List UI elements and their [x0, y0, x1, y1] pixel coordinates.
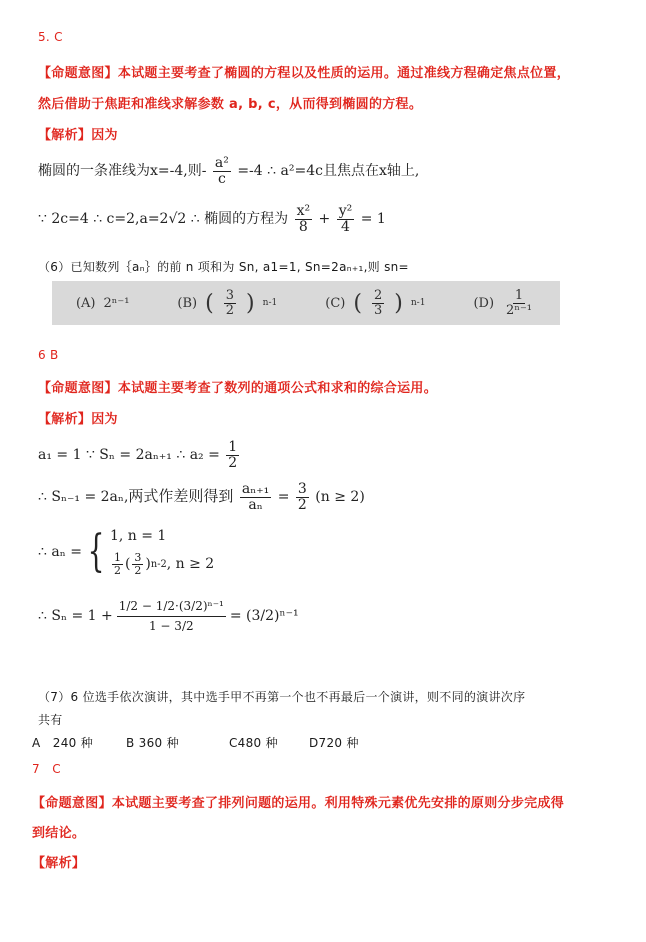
q6-l3-case2-base [132, 552, 143, 576]
q6-l4-rhs: = (3/2)ⁿ⁻¹ [229, 608, 299, 625]
q6-choice-c-lparen: ( [353, 290, 362, 316]
q6-l1-den: 2 [228, 454, 238, 471]
q5-l2-plus: + [318, 211, 331, 228]
q5-intent-line1 [38, 62, 570, 81]
q5-intent-text1: 本试题主要考查了椭圆的方程以及性质的运用。通过准线方程确定焦点位置， [117, 66, 571, 81]
q5-l2-b: ∴ 椭圆的方程为 [190, 211, 289, 228]
q6-l3-case2 [110, 552, 214, 576]
q6-l4-lhs: ∴ Sₙ = 1 + [38, 608, 113, 625]
q6-l2-num2: 3 [297, 481, 307, 497]
q7-intent-tag: 【命题意图】 [32, 796, 112, 811]
q6-l3-case2-base-den: 2 [134, 563, 142, 577]
q5-l1-frac-den: c [217, 170, 226, 187]
q6-choice-d-label: (D) [473, 295, 495, 311]
q6-question: （6）已知数列｛aₙ｝的前 n 项和为 Sn, a1=1, Sn=2aₙ₊₁,则 sn= [38, 260, 409, 274]
q5-l2-frac1-den: 8 [298, 218, 308, 235]
q6-solution-line4 [38, 600, 299, 632]
q6-l3-case2-base-num: 3 [134, 551, 142, 564]
q6-l3-case2-coef-num: 1 [113, 551, 121, 564]
q5-solution-line1 [38, 156, 419, 186]
q6-analysis [38, 408, 118, 427]
q6-l2-cond: (n ≥ 2) [315, 489, 365, 506]
q6-l1-a: a₁ = 1 ∵ Sₙ = 2aₙ₊₁ ∴ a₂ = [38, 447, 220, 464]
q6-choice-a-label: (A) [75, 295, 96, 311]
q6-l3-lhs: ∴ aₙ = [38, 544, 82, 561]
q6-choice-b-exp: n-1 [262, 298, 278, 308]
q6-analysis-tag: 【解析】 [38, 412, 92, 427]
q5-intent-line2: 然后借助于焦距和准线求解参数 a, b, c，从而得到椭圆的方程。 [38, 97, 423, 112]
q6-answer: 6 B [38, 348, 59, 362]
q7-answer: 7 C [32, 762, 61, 776]
q6-choice-c [325, 289, 425, 317]
q7-question-line1: （7）6 位选手依次演讲，其中选手甲不再第一个也不再最后一个演讲，则不同的演讲次序 [38, 690, 526, 704]
q6-l3-case2-rparen: ) [145, 556, 151, 573]
q6-choice-c-num: 2 [373, 287, 383, 303]
q6-l2-eq: = [277, 489, 290, 506]
q6-intent-tag: 【命题意图】 [38, 381, 118, 396]
q6-l3-case2-exp: n-2 [150, 558, 167, 570]
q6-choice-d-frac [504, 289, 534, 317]
q6-choice-b-label: (B) [177, 295, 198, 311]
q6-choice-d-num: 1 [514, 287, 524, 303]
q6-l3-case2-lparen: ( [124, 556, 131, 573]
q6-choice-a-text: 2ⁿ⁻¹ [103, 295, 130, 311]
q6-l2-a: ∴ Sₙ₋₁ = 2aₙ, [38, 489, 129, 506]
q6-l3-case2-coef-den: 2 [113, 563, 121, 577]
q5-l1-frac [213, 156, 231, 186]
q5-l2-frac1-num: x² [296, 203, 311, 219]
q5-intent-tag: 【命题意图】 [38, 66, 118, 81]
q7-intent-text1: 本试题主要考查了排列问题的运用。利用特殊元素优先安排的原则分步完成得 [111, 796, 565, 811]
q7-option-a: A 240 种 [32, 736, 94, 750]
q7-option-b: B 360 种 [126, 736, 179, 750]
q6-choice-c-exp: n-1 [410, 298, 426, 308]
q6-choice-c-rparen: ) [394, 290, 403, 316]
q6-l1-frac [226, 440, 239, 470]
q7-analysis-tag: 【解析】 [32, 856, 86, 871]
q6-l4-top: 1/2 − 1/2·(3/2)ⁿ⁻¹ [117, 600, 226, 617]
q6-l3-brace: { [87, 526, 105, 578]
q6-choices-strip [52, 281, 560, 325]
q6-l1-num: 1 [228, 439, 238, 455]
q6-l3-case2-cond: , n ≥ 2 [166, 556, 215, 573]
q5-analysis-intro: 因为 [91, 128, 118, 143]
q6-choice-c-frac [372, 289, 384, 317]
q5-l1-b: =-4 ∴ a²=4c且焦点在x轴上, [237, 163, 420, 180]
q6-choice-a [76, 296, 130, 311]
q6-l2-frac1 [240, 482, 271, 512]
q6-l4-frac [117, 600, 226, 632]
q6-intent-text: 本试题主要考查了数列的通项公式和求和的综合运用。 [117, 381, 438, 396]
q5-solution-line2 [38, 204, 386, 234]
q6-l2-den: aₙ [248, 496, 263, 513]
q7-option-d: D720 种 [309, 736, 359, 750]
q6-l2-num: aₙ₊₁ [241, 481, 270, 497]
q6-solution-line2 [38, 482, 365, 512]
q7-option-c: C480 种 [229, 736, 278, 750]
q6-l2-b: 两式作差则得到 [128, 487, 234, 506]
q6-choice-b-frac [224, 289, 236, 317]
q5-l2-sqrt: √2 [168, 211, 187, 228]
q6-solution-line1 [38, 440, 241, 470]
q6-choice-b-num: 3 [225, 287, 234, 303]
q5-l2-frac1 [295, 204, 313, 234]
q6-choice-b-rparen: ) [246, 290, 255, 316]
q7-question-line2: 共有 [38, 713, 63, 727]
q6-l4-bot: 1 − 3/2 [148, 618, 194, 633]
q5-analysis-tag: 【解析】 [38, 128, 92, 143]
q7-intent-line2: 到结论。 [32, 826, 86, 841]
q5-l2-frac2-num: y² [338, 203, 353, 219]
q6-l3-case2-coef [112, 552, 123, 576]
q6-choice-b-lparen: ( [205, 290, 214, 316]
q6-analysis-intro: 因为 [91, 412, 118, 427]
q6-l2-frac2 [296, 482, 309, 512]
q6-choice-c-label: (C) [325, 295, 346, 311]
q7-intent-line1 [32, 792, 564, 811]
q6-choice-d [473, 289, 536, 317]
q5-l2-end: = 1 [360, 211, 386, 228]
q5-l1-frac-num: a² [214, 155, 229, 171]
q5-l2-frac2 [337, 204, 355, 234]
q5-analysis [38, 124, 118, 143]
q6-intent [38, 377, 437, 396]
q6-choice-b-den: 2 [225, 302, 234, 318]
q5-answer: 5. C [38, 30, 63, 44]
q6-l2-den2: 2 [297, 496, 307, 513]
q6-choice-c-den: 3 [373, 302, 383, 318]
q6-choice-d-den: 2ⁿ⁻¹ [506, 302, 533, 318]
q5-l1-a: 椭圆的一条准线为x=-4,则- [38, 163, 207, 180]
q5-l2-a: ∵ 2c=4 ∴ c=2,a=2 [38, 211, 169, 228]
q6-l3-case1: 1, n = 1 [109, 528, 167, 544]
q5-l2-frac2-den: 4 [341, 218, 350, 235]
q6-choice-b [177, 289, 277, 317]
q6-solution-line3 [38, 528, 214, 576]
q6-l3-cases [110, 528, 214, 576]
